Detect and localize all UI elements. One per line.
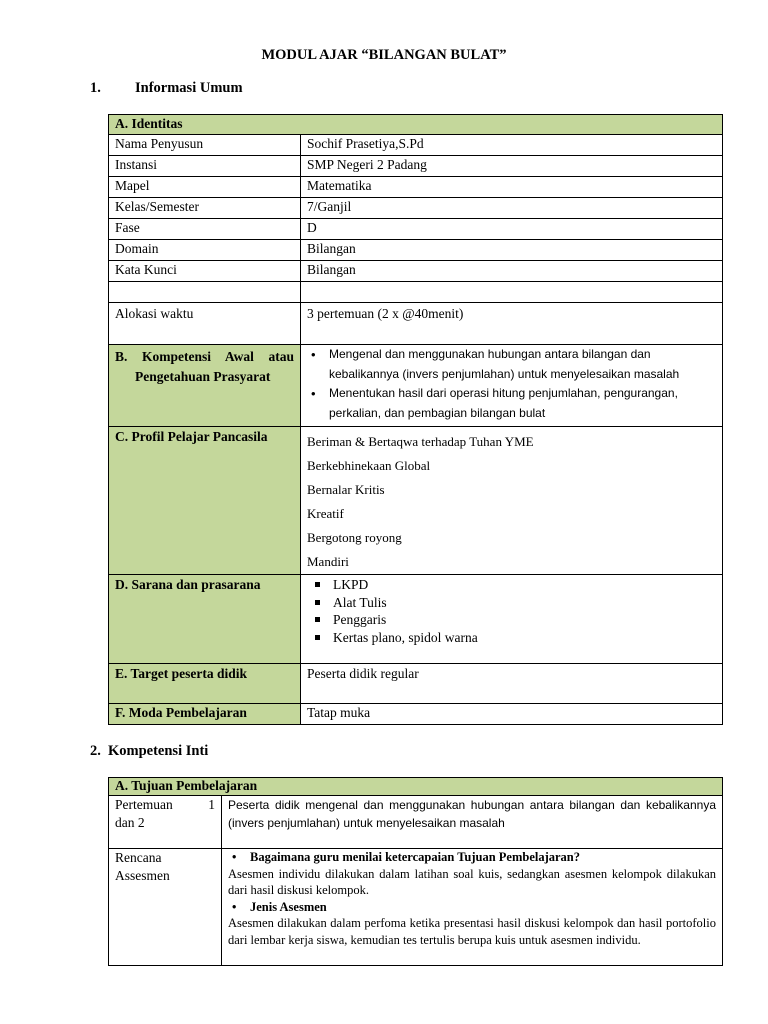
pertemuan-label [109, 796, 222, 849]
row-value: 7/Ganjil [301, 198, 723, 219]
identitas-table [108, 114, 723, 725]
pertemuan-value: Peserta didik mengenal dan menggunakan hubungan antara bilangan dan kebalikannya (invers penjumlahan) untuk menyelesaikan masalah [222, 796, 723, 849]
target-label: E. Target peserta didik [109, 664, 301, 704]
section-1-heading [90, 80, 243, 97]
table-row [109, 219, 723, 240]
table-row [109, 198, 723, 219]
list-item: Penggaris [333, 611, 716, 629]
sarana-list-cell [301, 575, 723, 664]
sarana-label: D. Sarana dan prasarana [109, 575, 301, 664]
row-label: Nama Penyusun [109, 135, 301, 156]
moda-row [109, 704, 723, 725]
row-value: Bilangan [301, 261, 723, 282]
table-row [109, 240, 723, 261]
rencana-row [109, 849, 723, 966]
row-value: SMP Negeri 2 Padang [301, 156, 723, 177]
rencana-q1-text: Bagaimana guru menilai ketercapaian Tujuan Pembelajaran? [250, 850, 581, 864]
section-1-number: 1. [90, 80, 101, 96]
row-value: Sochif Prasetiya,S.Pd [301, 135, 723, 156]
list-item: LKPD [333, 576, 716, 594]
rencana-answer-2: Asesmen dilakukan dalam perfoma ketika presentasi hasil diskusi kelompok dan hasil portofolio dari lembar kerja siswa, kemudian tes tertulis berupa kuis untuk asesmen individu. [228, 916, 716, 947]
table-row [109, 156, 723, 177]
row-value: Matematika [301, 177, 723, 198]
rencana-content [222, 849, 723, 966]
list-item: Beriman & Bertaqwa terhadap Tuhan YME [307, 434, 534, 449]
sarana-list [307, 576, 716, 646]
list-item: • Mengenal dan menggunakan hubungan antara bilangan dan kebalikannya (invers penjumlahan) untuk menyelesaikan masalah [329, 345, 716, 384]
list-item: Kreatif [307, 506, 344, 521]
rencana-answer-1: Asesmen individu dilakukan dalam latihan soal kuis, sedangkan asesmen kelompok dilakukan dari hasil diskusi kelompok. [228, 866, 716, 897]
table-row-empty [109, 282, 723, 303]
target-value: Peserta didik regular [301, 664, 723, 704]
profil-list [301, 427, 723, 575]
pertemuan-row [109, 796, 723, 849]
kompetensi-list [307, 345, 716, 423]
tujuan-header: A. Tujuan Pembelajaran [109, 778, 723, 796]
table-row [109, 135, 723, 156]
section-1-label: Informasi Umum [135, 80, 243, 96]
rencana-label-line1: Rencana [115, 850, 162, 865]
rencana-question-2 [228, 899, 716, 916]
target-row [109, 664, 723, 704]
list-item: Berkebhinekaan Global [307, 458, 431, 473]
profil-row [109, 427, 723, 575]
section-2-number: 2. [90, 743, 101, 759]
row-value: Bilangan [301, 240, 723, 261]
row-label: Domain [109, 240, 301, 261]
bullet-icon: • [232, 850, 237, 864]
row-label [109, 282, 301, 303]
list-item: Kertas plano, spidol warna [333, 629, 716, 647]
table-row [109, 303, 723, 345]
moda-label: F. Moda Pembelajaran [109, 704, 301, 725]
row-label: Mapel [109, 177, 301, 198]
row-label: Alokasi waktu [109, 303, 301, 345]
row-value [301, 282, 723, 303]
kompetensi-label-line2: Pengetahuan Prasyarat [135, 369, 271, 384]
row-label: Kelas/Semester [109, 198, 301, 219]
kompetensi-label [109, 345, 301, 427]
document-title: MODUL AJAR “BILANGAN BULAT” [261, 47, 507, 63]
row-label: Kata Kunci [109, 261, 301, 282]
sarana-row [109, 575, 723, 664]
table-row [109, 261, 723, 282]
table-row [109, 177, 723, 198]
rencana-label-line2: Assesmen [115, 868, 170, 883]
section-2-heading [90, 743, 208, 760]
identitas-header: A. Identitas [109, 115, 723, 135]
list-item: Mandiri [307, 554, 349, 569]
row-value: 3 pertemuan (2 x @40menit) [301, 303, 723, 345]
rencana-question-1 [228, 849, 716, 866]
profil-label: C. Profil Pelajar Pancasila [109, 427, 301, 575]
row-label: Fase [109, 219, 301, 240]
section-2-label: Kompetensi Inti [108, 743, 209, 759]
row-label: Instansi [109, 156, 301, 177]
rencana-label [109, 849, 222, 966]
rencana-q2-text: Jenis Asesmen [250, 899, 327, 914]
list-item: Bernalar Kritis [307, 482, 385, 497]
list-item: Alat Tulis [333, 594, 716, 612]
pertemuan-label-a: Pertemuan [115, 797, 173, 812]
pertemuan-label-b: 1 [208, 797, 215, 812]
moda-value: Tatap muka [301, 704, 723, 725]
kompetensi-label-line1: B. Kompetensi Awal atau [115, 349, 294, 364]
row-value: D [301, 219, 723, 240]
tujuan-table [108, 777, 723, 966]
list-item: Bergotong royong [307, 530, 402, 545]
kompetensi-list-cell [301, 345, 723, 427]
kompetensi-row [109, 345, 723, 427]
pertemuan-label-c: dan 2 [115, 815, 145, 830]
bullet-icon: • [232, 899, 237, 914]
list-item: • Menentukan hasil dari operasi hitung penjumlahan, pengurangan, perkalian, dan pembagian bilangan bulat [329, 384, 716, 423]
